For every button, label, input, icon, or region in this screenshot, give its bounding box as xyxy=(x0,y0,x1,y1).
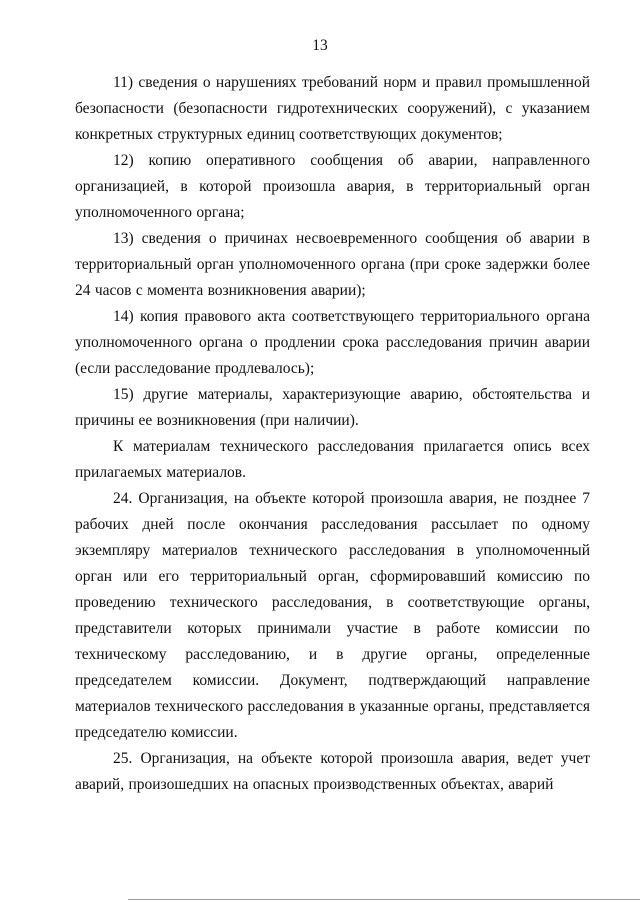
document-body xyxy=(75,70,590,798)
paragraph-item-13: 13) сведения о причинах несвоевременного сообщения об аварии в территориальный орган уполномоченного органа (при сроке задержки более 24 часов с момента возникновения аварии); xyxy=(75,230,590,299)
paragraph-clause-25: 25. Организация, на объекте которой произошла авария, ведет учет аварий, произошедших на опасных производственных объектах, аварий xyxy=(75,750,590,793)
paragraph-item-15: 15) другие материалы, характеризующие аварию, обстоятельства и причины ее возникновения (при наличии). xyxy=(75,386,590,429)
paragraph-clause-24: 24. Организация, на объекте которой произошла авария, не позднее 7 рабочих дней после окончания расследования рассылает по одному экземпляру материалов технического расследования в уполномоченный орган или его территориальный орган, сформировавший комиссию по проведению технического расследования, в соответствующие органы, представители которых принимали участие в работе комиссии по техническому расследованию, и в другие органы, определенные председателем комиссии. Документ, подтверждающий направление материалов технического расследования в указанные органы, представляется председателю комиссии. xyxy=(75,490,590,741)
paragraph-item-11: 11) сведения о нарушениях требований норм и правил промышленной безопасности (безопасности гидротехнических сооружений), с указанием конкретных структурных единиц соответствующих документов; xyxy=(75,74,590,143)
page-bottom-divider xyxy=(128,899,640,900)
paragraph-item-14: 14) копия правового акта соответствующего территориального органа уполномоченного органа о продлении срока расследования причин аварии (если расследование продлевалось); xyxy=(75,308,590,377)
paragraph-item-12: 12) копию оперативного сообщения об аварии, направленного организацией, в которой произошла авария, в территориальный орган уполномоченного органа; xyxy=(75,152,590,221)
paragraph-materials-inventory: К материалам технического расследования прилагается опись всех прилагаемых материалов. xyxy=(75,438,590,481)
page-number: 13 xyxy=(312,37,328,54)
